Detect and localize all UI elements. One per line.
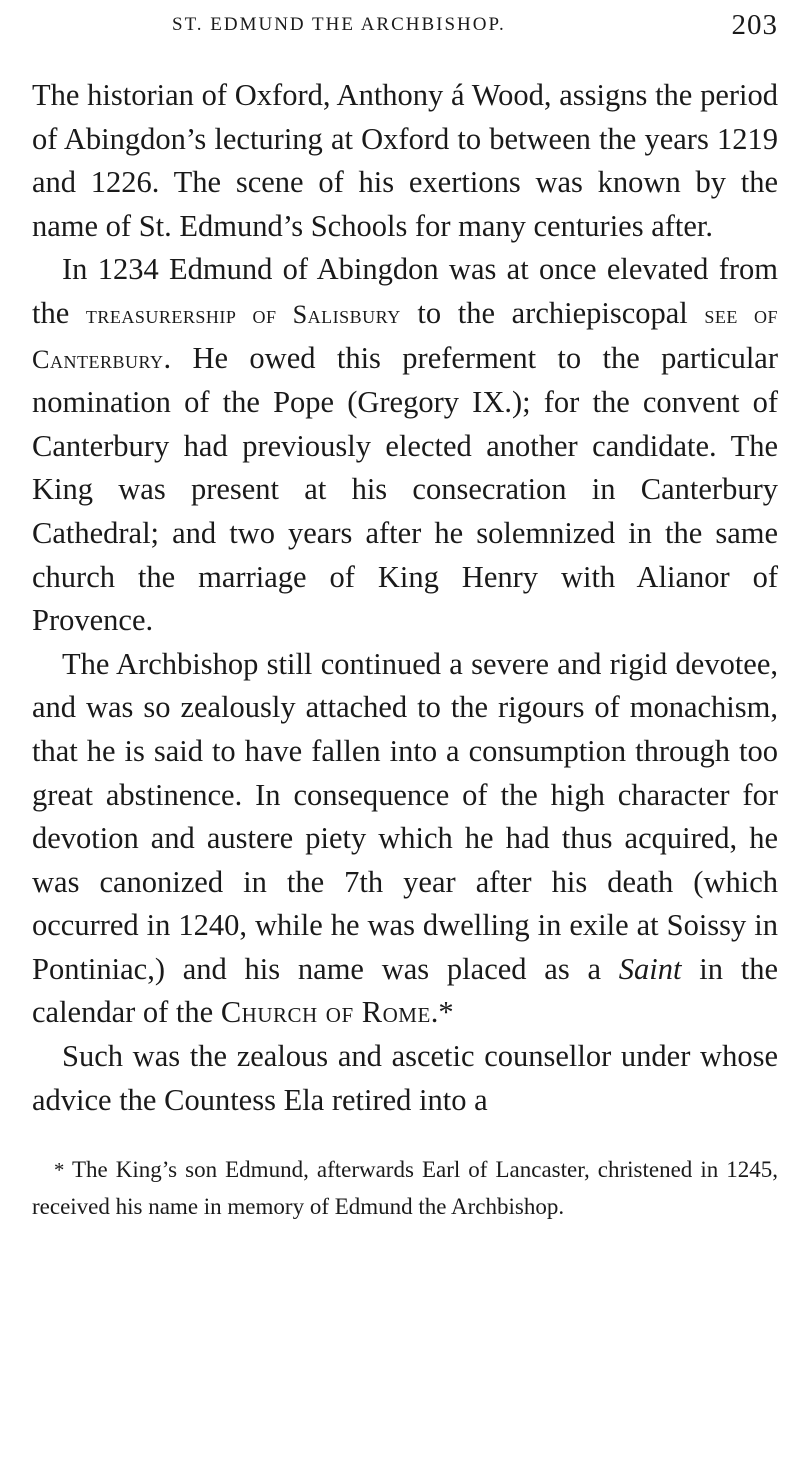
paragraph-2-text-a: In 1234 Edmund of Abingdon was at once elevated from the xyxy=(32,252,778,330)
paragraph-4 xyxy=(32,1035,778,1122)
see-of-canterbury-small-caps: see of Canterbury xyxy=(32,299,778,374)
footnote xyxy=(32,1152,778,1225)
footnote-marker: * xyxy=(54,1160,65,1183)
paragraph-3-text-c: in the calendar of the xyxy=(32,951,778,1030)
treasurership-small-caps: treasurership of Salisbury xyxy=(85,299,401,329)
paragraph-4-text: Such was the zealous and ascetic counsellor under whose advice the Countess Ela retired into a xyxy=(32,1039,778,1117)
paragraph-1-text: The historian of Oxford, Anthony á Wood, assigns the period of Abingdon’s lecturing at Oxford to between the years 1219 and 1226. The scene of his exertions was known by the name of St. Edmund’s Schools for many centuries after. xyxy=(32,78,778,243)
footnote-text: The King’s son Edmund, afterwards Earl of Lancaster, christened in 1245, received his name in memory of Edmund the Archbishop. xyxy=(32,1157,778,1220)
saint-italic: Saint xyxy=(618,951,682,986)
running-title: ST. EDMUND THE ARCHBISHOP. xyxy=(172,14,506,35)
paragraph-3-text-a: The Archbishop still continued a severe and rigid devotee, and was so zealously attached to the rigours of monachism, that he is said to have fallen into a consumption through too great abstinence. In consequence of the high character for devotion and austere piety which he had thus acquired, he was canonized in the 7th year after his death (which occurred in 1240, while he was dwelling in exile at Soissy in Pontiniac,) and his name was placed as a xyxy=(32,646,778,986)
paragraph-1 xyxy=(32,74,778,248)
body-text xyxy=(32,74,778,1122)
paragraph-2 xyxy=(32,248,778,642)
paragraph-3-text-e: .* xyxy=(430,995,454,1030)
paragraph-2-text-e: . He owed this preferment to the particular nomination of the Pope (Gregory IX.); for the convent of Canterbury had previously elected another candidate. The King was present at his consecration in Canterbury Cathedral; and two years after he solemnized in the same church the marriage of King Henry with Alianor of Provence. xyxy=(32,340,778,638)
church-of-rome-small-caps: Church of Rome xyxy=(220,995,431,1030)
paragraph-2-text-c: to the archiepiscopal xyxy=(400,295,705,330)
paragraph-3 xyxy=(32,643,778,1035)
page-number: 203 xyxy=(731,8,778,41)
running-head xyxy=(32,0,778,50)
